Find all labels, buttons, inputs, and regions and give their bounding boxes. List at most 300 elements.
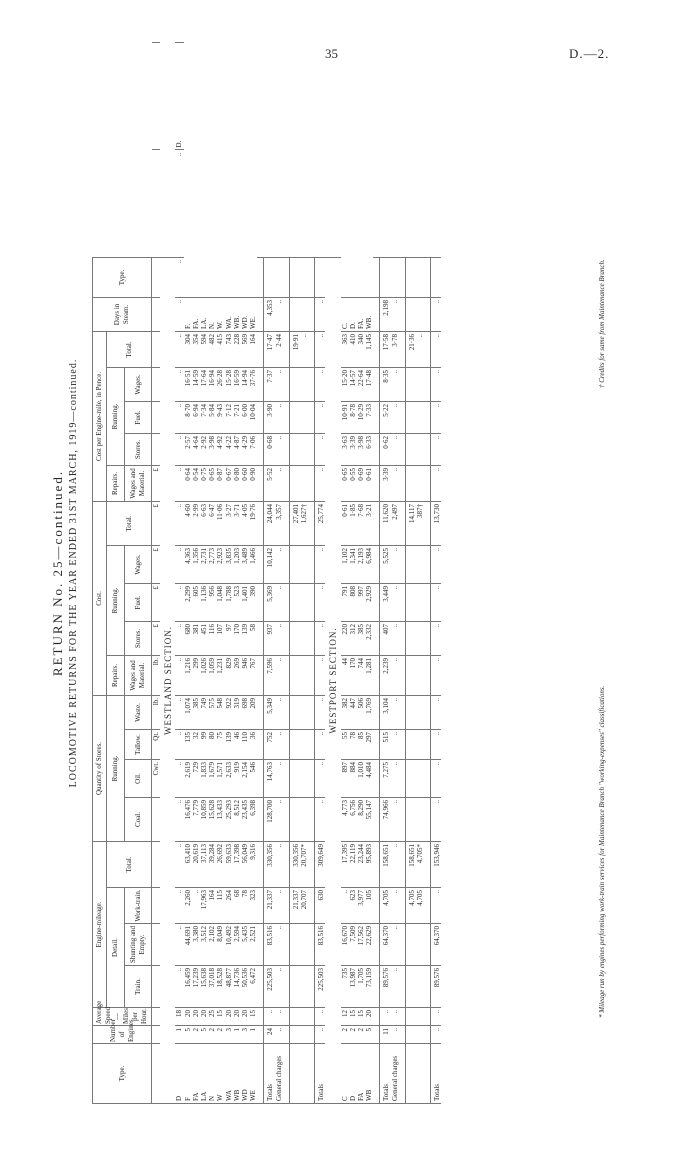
table-cell: .. [275, 841, 283, 887]
col-oil: Oil. [125, 759, 152, 797]
col-cost-fuel: Fuel. [125, 583, 152, 621]
table-cell: 37·76 [249, 367, 257, 401]
table-cell: 6,398 [249, 797, 257, 841]
table-cell [416, 257, 424, 297]
table-cell: .. [391, 1026, 399, 1044]
table-cell: FA. [357, 297, 365, 331]
table-cell: 24 [264, 1026, 275, 1044]
table-cell: 83,516 [315, 924, 326, 966]
table-cell: .. [175, 729, 183, 759]
table-cell: 594 [200, 331, 208, 367]
table-cell: .. [175, 888, 183, 924]
table-cell: 220 [341, 621, 349, 655]
table-cell: .. [315, 545, 326, 583]
table-cell: 6·47 [208, 501, 216, 545]
table-row [357, 43, 365, 1104]
table-cell: 68 [233, 888, 241, 924]
table-cell: .. [275, 401, 283, 433]
table-cell: 2,773 [208, 545, 216, 583]
table-cell: 3·63 [341, 433, 349, 465]
table-cell: 1,788 [225, 583, 233, 621]
table-cell: 10,492 [225, 924, 233, 966]
table-cell [289, 655, 300, 695]
table-cell: 36 [249, 729, 257, 759]
table-cell: 135 [184, 729, 192, 759]
page-number: 35 [325, 46, 338, 61]
table-cell: 99 [200, 729, 208, 759]
table-cell: 10,859 [200, 797, 208, 841]
table-cell [405, 545, 416, 583]
table-cell: 0·65 [208, 465, 216, 501]
table-cell: .. [391, 729, 399, 759]
table-cell: 20,619 [192, 841, 200, 887]
table-cell [289, 433, 300, 465]
table-cell: N. [208, 297, 216, 331]
table-cell [152, 797, 161, 841]
table-cell: 95,893 [365, 841, 373, 887]
table-cell: 15 [249, 1008, 257, 1026]
locomotive-returns-table [92, 42, 441, 1104]
table-cell: 17·64 [200, 367, 208, 401]
table-cell: 7·34 [200, 401, 208, 433]
table-cell: 2 [216, 1026, 224, 1044]
table-row [241, 43, 249, 1104]
table-cell [416, 797, 424, 841]
table-cell: £ [152, 621, 161, 655]
table-cell: 2 [357, 1026, 365, 1044]
col-cpm-running: Running. [107, 367, 125, 465]
table-cell: 3·27 [225, 501, 233, 545]
table-cell: 922 [225, 695, 233, 729]
table-cell: 304 [184, 331, 192, 367]
table-cell: 630 [315, 888, 326, 924]
table-cell: 15·28 [225, 367, 233, 401]
table-cell: WA. [225, 297, 233, 331]
table-cell: 20 [192, 1008, 200, 1026]
table-cell: 14,763 [264, 759, 275, 797]
col-waste: Waste. [125, 695, 152, 729]
table-cell: 15·20 [341, 367, 349, 401]
table-cell: 10,142 [264, 545, 275, 583]
table-cell: 9,316 [249, 841, 257, 887]
table-cell: 363 [341, 331, 349, 367]
table-row [341, 43, 349, 1104]
table-cell: 8,049 [216, 924, 224, 966]
table-row [365, 43, 373, 1104]
table-cell: 22,119 [349, 841, 357, 887]
table-cell: 13,987 [349, 966, 357, 1008]
table-cell: .. [315, 331, 326, 367]
table-cell [300, 695, 308, 729]
table-row [349, 43, 357, 1104]
table-cell: .. [391, 841, 399, 887]
table-cell: 299 [192, 655, 200, 695]
table-cell: 4·87 [233, 433, 241, 465]
table-cell: 269 [233, 655, 241, 695]
table-cell: 1,571 [216, 759, 224, 797]
table-cell: 3·39 [349, 433, 357, 465]
table-cell: 3·71 [233, 501, 241, 545]
table-cell [405, 297, 416, 331]
table-cell: 0·60 [241, 465, 249, 501]
table-cell: 97 [225, 621, 233, 655]
col-cpm-repairs: Repairs. [107, 465, 125, 501]
table-cell: 80 [208, 729, 216, 759]
table-cell [416, 583, 424, 621]
table-cell: .. [175, 545, 183, 583]
table-cell: .. [192, 888, 200, 924]
table-cell: 26,692 [216, 841, 224, 887]
col-cpm-total: Total. [107, 331, 152, 367]
table-cell [152, 331, 161, 367]
table-cell: 4,773 [341, 797, 349, 841]
table-cell: .. [175, 621, 183, 655]
table-cell: 23,244 [357, 841, 365, 887]
table-cell: 309,649 [315, 841, 326, 887]
table-cell [152, 841, 161, 887]
table-cell: 884 [349, 759, 357, 797]
table-cell: .. [264, 1008, 275, 1026]
col-train: Train. [125, 966, 152, 1008]
table-cell: 14·94 [241, 367, 249, 401]
table-cell: .. [275, 621, 283, 655]
table-cell: .. [275, 924, 283, 966]
table-cell: 407 [380, 621, 391, 655]
table-cell: .. [391, 401, 399, 433]
table-cell: .. [275, 545, 283, 583]
table-cell: 956 [208, 583, 216, 621]
table-cell: 0·69 [357, 465, 365, 501]
table-cell [391, 257, 399, 297]
table-cell [416, 655, 424, 695]
table-cell: .. [416, 331, 424, 367]
table-cell [300, 1026, 308, 1044]
table-cell: 2,102 [208, 924, 216, 966]
table-cell: .. [391, 655, 399, 695]
table-cell: General charges [275, 1044, 283, 1104]
table-cell [300, 297, 308, 331]
table-cell: 0·64 [184, 465, 192, 501]
table-cell: 3,512 [200, 924, 208, 966]
table-cell: 829 [225, 655, 233, 695]
table-cell: 5,369 [264, 583, 275, 621]
table-cell: 5 [200, 1026, 208, 1044]
table-cell [380, 257, 391, 297]
table-cell: .. [315, 797, 326, 841]
col-work-train: Work-train. [125, 888, 152, 924]
table-cell: .. [315, 465, 326, 501]
col-cost-wages: Wages. [125, 545, 152, 583]
table-cell [152, 966, 161, 1008]
table-cell: 16,476 [184, 797, 192, 841]
table-cell [300, 729, 308, 759]
table-cell: 2,239 [380, 655, 391, 695]
table-cell: 330,356 [289, 841, 300, 887]
table-cell: .. [175, 924, 183, 966]
table-cell: .. [175, 501, 183, 545]
table-cell: 937 [264, 621, 275, 655]
table-row [175, 43, 183, 1104]
table-cell: LA [200, 1044, 208, 1104]
table-cell: 749 [200, 695, 208, 729]
table-cell: 767 [249, 655, 257, 695]
table-cell: .. [431, 433, 442, 465]
table-cell: .. [175, 297, 183, 331]
table-cell: 390 [249, 583, 257, 621]
table-cell: 2,633 [225, 759, 233, 797]
table-cell [300, 545, 308, 583]
section-title: WESTLAND SECTION. [160, 257, 175, 1103]
table-cell: N [208, 1044, 216, 1104]
table-cell: 2,929 [365, 583, 373, 621]
table-cell: 523 [233, 583, 241, 621]
table-cell: 74,966 [380, 797, 391, 841]
table-cell: .. [391, 583, 399, 621]
col-type-right: Type. [93, 257, 152, 297]
table-cell: .. [431, 655, 442, 695]
table-cell: 0·54 [192, 465, 200, 501]
col-cost-wages-material: Wages and Material. [125, 655, 152, 695]
table-cell: 623 [349, 888, 357, 924]
table-cell: 1,627† [300, 501, 308, 545]
table-cell: 15 [349, 1008, 357, 1026]
table-cell: 7·37 [264, 367, 275, 401]
table-cell: 729 [192, 759, 200, 797]
table-cell: 415 [216, 331, 224, 367]
table-cell: 20,707 [300, 888, 308, 924]
table-cell: 17,395 [341, 841, 349, 887]
table-cell: 605 [192, 583, 200, 621]
col-cpm-wages: Wages. [125, 367, 152, 401]
table-cell: .. [275, 797, 283, 841]
table-cell: 0·80 [233, 465, 241, 501]
table-cell [300, 367, 308, 401]
table-cell: WB. [233, 297, 241, 331]
table-cell: 4·92 [216, 433, 224, 465]
table-cell: 139 [241, 621, 249, 655]
table-cell: 1,074 [184, 695, 192, 729]
table-cell: 791 [341, 583, 349, 621]
table-cell [416, 1044, 424, 1104]
table-cell: 17,398 [233, 841, 241, 887]
table-cell [405, 695, 416, 729]
table-cell: 1,231 [216, 655, 224, 695]
table-cell: 575 [208, 695, 216, 729]
table-cell: Totals [431, 1044, 442, 1104]
col-avg-speed: Average Speed—Miles per Hour. [93, 1008, 152, 1026]
table-cell [416, 621, 424, 655]
table-cell: 2,594 [233, 924, 241, 966]
table-cell: D. [175, 43, 183, 150]
footnote-credits: † Credits for same from Maintenance Branch. [598, 259, 606, 388]
table-cell: .. [275, 1026, 283, 1044]
table-cell: .. [175, 150, 183, 257]
table-row [249, 43, 257, 1104]
table-cell: 20 [184, 1008, 192, 1026]
table-cell: 2,332 [365, 621, 373, 655]
table-cell: .. [431, 465, 442, 501]
table-cell [289, 621, 300, 655]
table-cell [300, 759, 308, 797]
table-cell: 139 [225, 729, 233, 759]
table-cell: 5,525 [380, 545, 391, 583]
table-cell: 3 [225, 1026, 233, 1044]
table-cell: 0·61 [365, 465, 373, 501]
table-cell: 2·92 [200, 433, 208, 465]
table-cell: .. [275, 888, 283, 924]
table-cell: 387† [416, 501, 424, 545]
table-cell: .. [431, 1026, 442, 1044]
table-cell [405, 729, 416, 759]
table-cell: 3·98 [208, 433, 216, 465]
table-cell: .. [275, 966, 283, 1008]
table-cell: 83,516 [264, 924, 275, 966]
table-cell: .. [275, 297, 283, 331]
table-cell: 4·64 [192, 433, 200, 465]
table-cell: .. [175, 966, 183, 1008]
table-cell [405, 797, 416, 841]
table-cell: 225,503 [315, 966, 326, 1008]
table-cell: 44 [341, 655, 349, 695]
westport-adjustment-row [405, 43, 416, 1104]
table-cell: WE. [249, 297, 257, 331]
col-detail: Detail. [107, 888, 125, 1008]
westland-adjustment-row [300, 43, 308, 1104]
table-cell: .. [391, 465, 399, 501]
table-cell: 3 [241, 1026, 249, 1044]
table-cell: 1,102 [341, 545, 349, 583]
col-mileage-total: Total. [107, 841, 152, 887]
table-cell: 78 [241, 888, 249, 924]
table-cell: 2·44 [275, 331, 283, 367]
table-cell: 16,670 [341, 924, 349, 966]
table-cell: 17,963 [200, 888, 208, 924]
col-cost-per-mile: Cost per Engine-mile, in Pence. [93, 331, 107, 501]
table-cell: .. [391, 888, 399, 924]
table-cell: 8·78 [349, 401, 357, 433]
table-cell: 8·35 [380, 367, 391, 401]
table-cell: 548 [216, 695, 224, 729]
table-cell: 4,363 [184, 545, 192, 583]
table-cell: .. [275, 583, 283, 621]
table-cell [405, 924, 416, 966]
table-cell: 15 [357, 1008, 365, 1026]
table-cell [289, 367, 300, 401]
table-cell: 0·87 [216, 465, 224, 501]
table-cell: LA. [200, 297, 208, 331]
table-cell: W [216, 1044, 224, 1104]
table-cell [300, 433, 308, 465]
table-cell: .. [175, 257, 183, 297]
table-cell: 158,651 [405, 841, 416, 887]
table-cell: 1,203 [233, 545, 241, 583]
table-cell: WE [249, 1044, 257, 1104]
table-cell: .. [315, 583, 326, 621]
table-cell: 1,705 [357, 966, 365, 1008]
table-cell: .. [315, 297, 326, 331]
table-cell: 89,576 [380, 966, 391, 1008]
table-cell [289, 1026, 300, 1044]
table-cell: .. [431, 695, 442, 729]
table-cell: 228 [233, 331, 241, 367]
table-cell [300, 401, 308, 433]
table-cell [405, 1008, 416, 1026]
table-cell: 319 [233, 695, 241, 729]
westland-adjustment-row [289, 43, 300, 1104]
table-cell: 11·06 [216, 501, 224, 545]
westport-totals-row [380, 43, 391, 1104]
table-cell: 16·51 [184, 367, 192, 401]
table-cell: 2,260 [184, 888, 192, 924]
table-cell: 7·33 [365, 401, 373, 433]
table-cell: 6,984 [365, 545, 373, 583]
table-cell: 3,104 [380, 695, 391, 729]
table-cell: 105 [365, 888, 373, 924]
table-cell: 2,923 [216, 545, 224, 583]
table-cell: 381 [192, 621, 200, 655]
table-cell: 164 [249, 331, 257, 367]
table-cell: 7,779 [192, 797, 200, 841]
table-cell: .. [380, 1008, 391, 1026]
return-title: RETURN No. 25—continued. [50, 469, 65, 677]
table-cell [405, 583, 416, 621]
table-cell: 7·12 [225, 401, 233, 433]
table-cell [275, 257, 283, 297]
table-cell: 23,435 [241, 797, 249, 841]
table-cell [300, 257, 308, 297]
table-cell: 385 [357, 621, 365, 655]
table-cell: 0·75 [200, 465, 208, 501]
table-cell: 4·29 [241, 433, 249, 465]
table-cell: 10·04 [249, 401, 257, 433]
table-cell: 2 [192, 1026, 200, 1044]
table-cell: 20 [225, 1008, 233, 1026]
table-cell: 39,284 [208, 841, 216, 887]
table-cell: 25 [208, 1008, 216, 1026]
table-cell: 9·43 [216, 401, 224, 433]
table-cell: .. [391, 621, 399, 655]
table-cell: 1·85 [349, 501, 357, 545]
col-cost-stores: Stores. [125, 621, 152, 655]
table-cell [300, 583, 308, 621]
table-cell: 158,651 [380, 841, 391, 887]
table-cell: 0·67 [225, 465, 233, 501]
col-num-engines: Number of Engines. [93, 1026, 152, 1044]
table-cell: F. [184, 297, 192, 331]
col-shunting: Shunting and Empty. [125, 924, 152, 966]
table-cell: 170 [349, 655, 357, 695]
table-cell: FA [357, 1044, 365, 1104]
table-cell: 225,503 [264, 966, 275, 1008]
table-cell: 75 [216, 729, 224, 759]
table-cell: 3·98 [357, 433, 365, 465]
table-cell: 1,281 [365, 655, 373, 695]
rotated-table-page [44, 38, 614, 1108]
table-cell: 17,239 [192, 966, 200, 1008]
table-cell: 2,497 [391, 501, 399, 545]
table-cell: C [341, 1044, 349, 1104]
westport-general-charges-row [391, 43, 399, 1104]
table-cell: 2·57 [184, 433, 192, 465]
table-cell [152, 888, 161, 924]
table-cell: 20 [200, 1008, 208, 1026]
table-cell: 27,401 [289, 501, 300, 545]
table-cell: 382 [341, 695, 349, 729]
table-cell: 20 [233, 1008, 241, 1026]
return-subtitle: LOCOMOTIVE RETURNS FOR THE YEAR ENDED 31ST MARCH, 1919—continued. [68, 358, 79, 788]
table-cell: 59,633 [225, 841, 233, 887]
table-cell: F [184, 1044, 192, 1104]
